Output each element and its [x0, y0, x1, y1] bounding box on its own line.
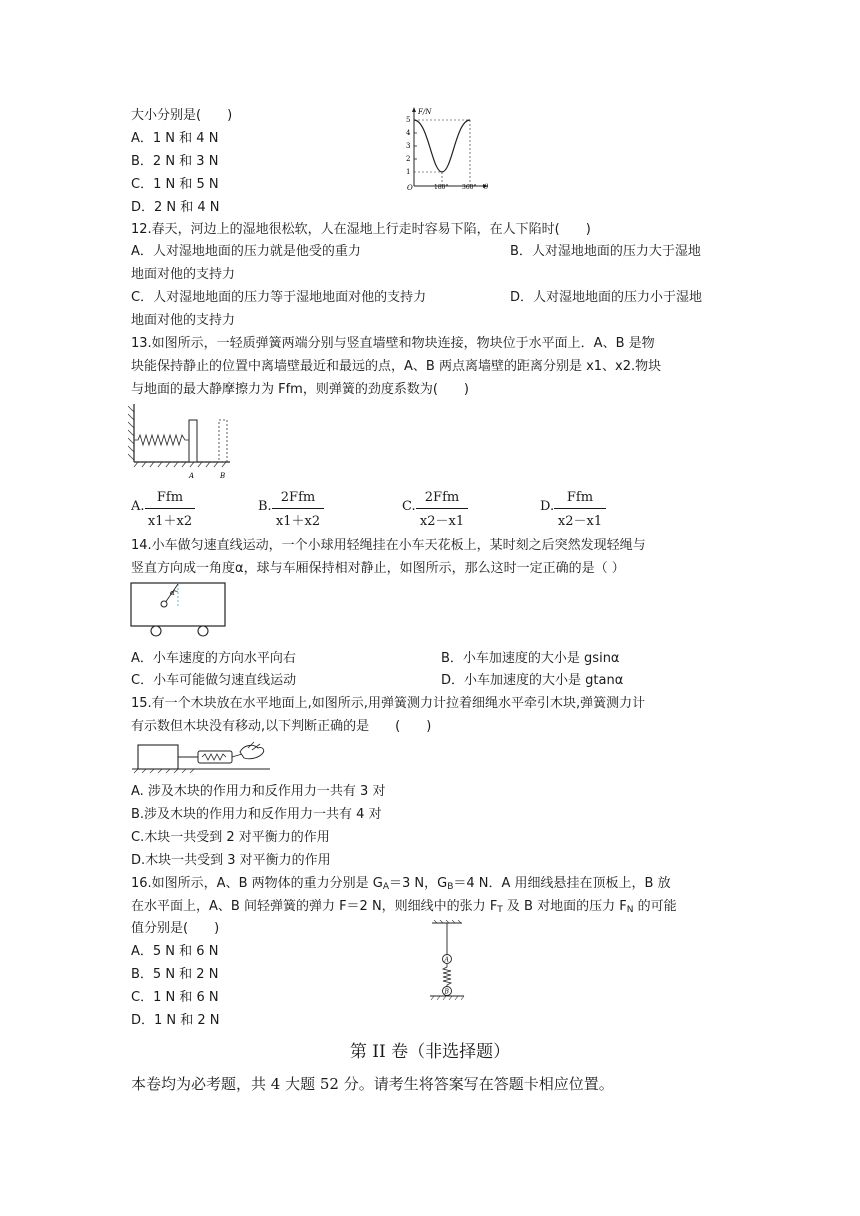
q14-angle-label: α	[170, 589, 175, 597]
q16-option-b: B．5 N 和 2 N	[131, 967, 219, 982]
q13-option-c	[402, 490, 472, 530]
q13-line-1: 13.如图所示，一轻质弹簧两端分别与竖直墙壁和物块连接，物块位于水平面上．A、B 是物	[131, 336, 655, 351]
q13-line-3: 与地面的最大静摩擦力为 Ffm，则弹簧的劲度系数为( )	[131, 382, 469, 397]
q13-option-b-denominator: x1＋x2	[275, 514, 321, 529]
q16-line-1-b: ＝3 N，G	[389, 876, 448, 891]
q12-option-c: C．人对湿地地面的压力等于湿地地面对他的支持力	[131, 290, 427, 305]
q12-option-d: D．人对湿地地面的压力小于湿地	[510, 290, 703, 305]
q13-option-d-denominator: x2－x1	[557, 514, 603, 529]
q13-option-b-numerator: 2Ffm	[280, 490, 316, 505]
q15-block-spring-scale-figure	[130, 738, 278, 774]
q13-option-a-label: A.	[131, 499, 145, 514]
q12-option-d-cont: 地面对他的支持力	[131, 313, 236, 328]
q13-option-c-denominator: x2－x1	[419, 514, 465, 529]
q11-y-tick-4: 4	[406, 129, 411, 137]
q15-option-c: C.木块一共受到 2 对平衡力的作用	[131, 830, 330, 845]
q13-option-c-numerator: 2Ffm	[424, 490, 460, 505]
q11-stem-tail: 大小分别是( )	[131, 108, 233, 123]
q13-option-a-denominator: x1＋x2	[147, 514, 193, 529]
q11-y-tick-3: 3	[406, 142, 411, 150]
q16-line-1	[131, 875, 671, 896]
q12-option-b: B．人对湿地地面的压力大于湿地	[510, 244, 701, 259]
q13-option-d-numerator: Ffm	[566, 490, 594, 505]
q13-line-2: 块能保持静止的位置中离墙壁最近和最远的点，A、B 两点离墙壁的距离分别是 x1、x2.物块	[131, 359, 662, 374]
section-note: 本卷均为必考题，共 4 大题 52 分。请考生将答案写在答题卡相应位置。	[131, 1075, 614, 1093]
q11-option-a: A．1 N 和 4 N	[131, 131, 219, 146]
q14-line-1: 14.小车做匀速直线运动，一个小球用轻绳挂在小车天花板上，某时刻之后突然发现轻绳与	[131, 538, 646, 553]
q11-origin-label: O	[407, 184, 413, 190]
q16-sub-a: A	[382, 882, 389, 892]
q13-option-b-fraction-bar	[272, 508, 324, 509]
q11-y-axis-label: F/N	[418, 108, 432, 116]
q16-line-1-c: ＝4 N．A 用细线悬挂在顶板上，B 放	[453, 876, 671, 891]
q13-point-b-label: B	[220, 472, 226, 480]
q11-force-angle-graph	[404, 104, 494, 190]
q16-option-d: D．1 N 和 2 N	[131, 1013, 220, 1028]
q16-option-c: C．1 N 和 6 N	[131, 990, 219, 1005]
q11-option-c: C．1 N 和 5 N	[131, 177, 219, 192]
q13-option-c-fraction-bar	[416, 508, 468, 509]
q14-cart-pendulum-figure	[129, 582, 229, 640]
q16-sub-t: T	[497, 905, 503, 915]
q13-option-b-label: B.	[258, 499, 272, 514]
q13-option-c-label: C.	[402, 499, 416, 514]
q15-option-a: A. 涉及木块的作用力和反作用力一共有 3 对	[131, 784, 386, 799]
q16-sub-b: B	[447, 882, 454, 892]
q11-option-b: B．2 N 和 3 N	[131, 154, 219, 169]
q11-x-tick-360: 360°	[462, 184, 477, 190]
q11-option-d: D．2 N 和 4 N	[131, 200, 220, 215]
q11-y-tick-5: 5	[406, 116, 411, 124]
q15-line-1: 15.有一个木块放在水平地面上,如图所示,用弹簧测力计拉着细绳水平牵引木块,弹簧测力计	[131, 696, 646, 711]
q11-y-tick-1: 1	[406, 168, 411, 176]
q11-y-tick-2: 2	[406, 155, 411, 163]
q16-sub-n: N	[626, 905, 634, 915]
q16-hanging-blocks-figure	[426, 920, 470, 1002]
q13-option-b	[258, 490, 328, 530]
q13-spring-block-figure	[128, 404, 238, 482]
q14-option-d: D．小车加速度的大小是 gtanα	[441, 673, 624, 688]
q15-line-2: 有示数但木块没有移动,以下判断正确的是 ( )	[131, 719, 432, 734]
q13-option-d-fraction-bar	[554, 508, 606, 509]
q12-option-b-cont: 地面对他的支持力	[131, 267, 236, 282]
q13-option-a	[131, 490, 201, 530]
q15-option-b: B.涉及木块的作用力和反作用力一共有 4 对	[131, 807, 382, 822]
q13-option-a-numerator: Ffm	[156, 490, 184, 505]
q16-line-2-c: 的可能	[633, 899, 677, 914]
q13-option-d-label: D.	[540, 499, 555, 514]
q16-block-a-label: A	[444, 956, 449, 964]
q16-line-3: 值分别是( )	[131, 921, 220, 936]
q14-option-a: A．小车速度的方向水平向右	[131, 651, 296, 666]
q13-option-d	[540, 490, 610, 530]
q13-option-a-fraction-bar	[145, 508, 195, 509]
q11-x-tick-180: 180°	[434, 184, 449, 190]
q15-option-d: D.木块一共受到 3 对平衡力的作用	[131, 853, 331, 868]
q16-line-2-b: 及 B 对地面的压力 F	[502, 899, 627, 914]
q12-stem: 12.春天，河边上的湿地很松软，人在湿地上行走时容易下陷，在人下陷时( )	[131, 222, 591, 237]
q14-option-b: B．小车加速度的大小是 gsinα	[441, 651, 620, 666]
q16-line-2	[131, 898, 677, 919]
q16-option-a: A．5 N 和 6 N	[131, 944, 219, 959]
q11-x-axis-label: θ	[484, 183, 489, 190]
q12-option-a: A．人对湿地地面的压力就是他受的重力	[131, 244, 361, 259]
q14-option-c: C．小车可能做匀速直线运动	[131, 673, 297, 688]
q13-point-a-label: A	[189, 472, 195, 480]
q14-line-2: 竖直方向成一角度α，球与车厢保持相对静止，如图所示，那么这时一定正确的是（ ）	[131, 561, 625, 576]
section-title: 第 II 卷（非选择题）	[349, 1042, 511, 1062]
q16-line-1-a: 16.如图所示，A、B 两物体的重力分别是 G	[131, 876, 383, 891]
q16-line-2-a: 在水平面上，A、B 间轻弹簧的弹力 F＝2 N，则细线中的张力 F	[131, 899, 498, 914]
q16-block-b-label: B	[444, 988, 449, 996]
